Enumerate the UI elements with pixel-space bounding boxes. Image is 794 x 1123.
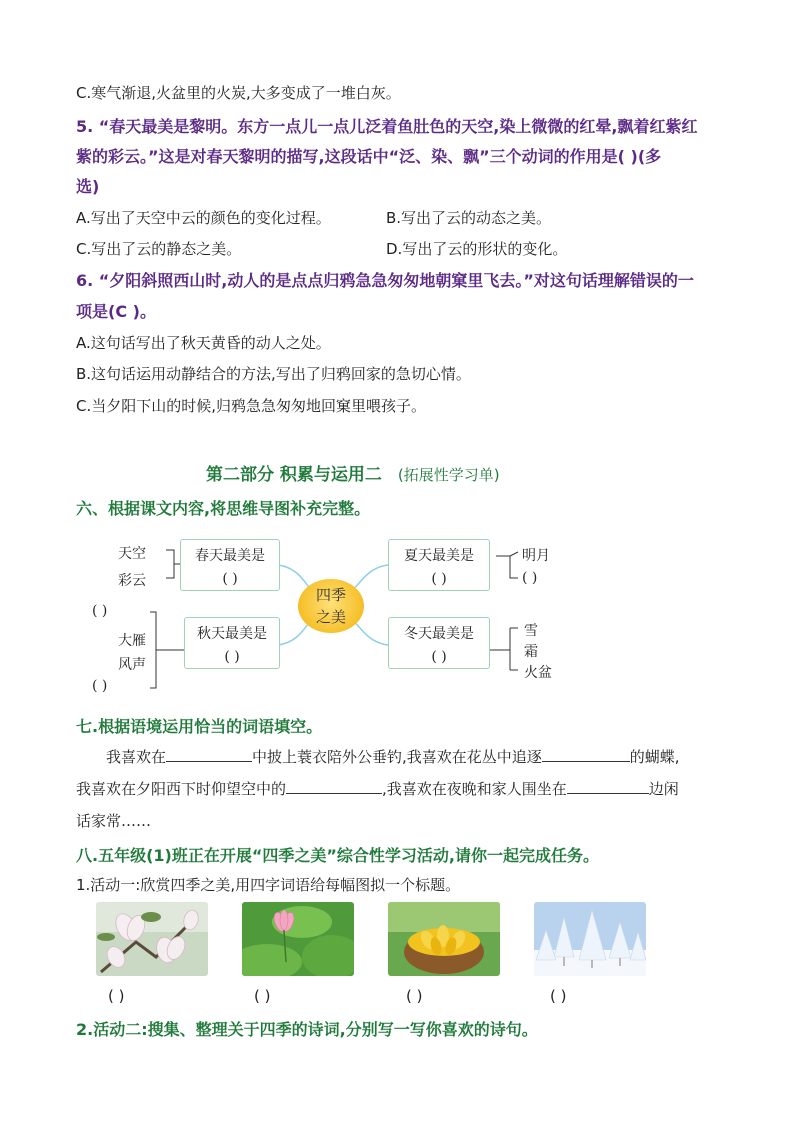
spring-magnolia-image — [96, 902, 208, 976]
q6-option-c: C.当夕阳下山的时候,归鸦急急匆匆地回窠里喂孩子。 — [76, 397, 427, 415]
autumn-box — [184, 617, 280, 669]
question-6-line1: 6. “夕阳斜照西山时,动人的是点点归鸦急急匆匆地朝窠里飞去。”对这句话理解错误的一 — [76, 271, 694, 290]
q5-option-c: C.写出了云的静态之美。 — [76, 240, 242, 258]
winter-title: 冬天最美是 — [404, 626, 474, 642]
fill-blank-2[interactable] — [542, 745, 630, 762]
fill-sentence-3: 话家常…… — [76, 812, 152, 830]
question-5-line1: 5. “春天最美是黎明。东方一点儿一点儿泛着鱼肚色的天空,染上微微的红晕,飘着红紫红 — [76, 117, 698, 136]
image-title-blank-3[interactable]: ( ) — [406, 987, 423, 1005]
spring-blank[interactable]: ( ) — [222, 571, 238, 587]
summer-item-moon: 明月 — [522, 548, 550, 564]
activity-one-text: 1.活动一:欣赏四季之美,用四字词语给每幅图拟一个标题。 — [76, 876, 461, 894]
center-topic-line1: 四季 — [315, 586, 346, 604]
question-6-line2: 项是(C )。 — [76, 302, 156, 321]
image-title-blank-4[interactable]: ( ) — [550, 987, 567, 1005]
winter-item-frost: 霜 — [524, 644, 538, 660]
activity-two-text: 2.活动二:搜集、整理关于四季的诗词,分别写一写你喜欢的诗句。 — [76, 1020, 538, 1039]
autumn-item-blank-top[interactable]: ( ) — [92, 603, 108, 619]
section-six-heading: 六、根据课文内容,将思维导图补充完整。 — [76, 499, 371, 518]
fill-blank-1[interactable] — [166, 745, 252, 762]
spring-box — [180, 539, 280, 591]
section-eight-heading: 八.五年级(1)班正在开展“四季之美”综合性学习活动,请你一起完成任务。 — [76, 846, 599, 865]
summer-lotus-image — [242, 902, 354, 976]
q5-option-a: A.写出了天空中云的颜色的变化过程。 — [76, 209, 331, 227]
spring-item-sky: 天空 — [118, 546, 146, 562]
section-seven-heading: 七.根据语境运用恰当的词语填空。 — [76, 717, 323, 736]
corn-basket-picture — [388, 902, 500, 976]
fill-sentence-2 — [76, 774, 679, 804]
winter-snow-image — [534, 902, 646, 976]
part-two-title-text: 第二部分 积累与运用二 — [206, 465, 382, 485]
center-topic-line2: 之美 — [315, 608, 346, 626]
image-title-blank-1[interactable]: ( ) — [108, 987, 125, 1005]
summer-box — [388, 539, 490, 591]
summer-title: 夏天最美是 — [404, 548, 474, 564]
autumn-harvest-image — [388, 902, 500, 976]
winter-box — [388, 617, 490, 669]
fill-text-2a: 我喜欢在夕阳西下时仰望空中的 — [76, 780, 287, 798]
lotus-picture — [242, 902, 354, 976]
summer-blank[interactable]: ( ) — [431, 571, 447, 587]
autumn-item-geese: 大雁 — [118, 633, 146, 649]
autumn-title: 秋天最美是 — [197, 626, 267, 642]
fill-text-2c: 边闲 — [648, 780, 679, 798]
question-5-line2: 紫的彩云。”这是对春天黎明的描写,这段话中“泛、染、飘”三个动词的作用是( )(多 — [76, 147, 662, 166]
fill-blank-3[interactable] — [286, 777, 382, 794]
summer-item-blank[interactable]: ( ) — [522, 570, 538, 586]
autumn-item-wind: 风声 — [118, 657, 146, 673]
q6-option-a: A.这句话写出了秋天黄昏的动人之处。 — [76, 334, 331, 352]
fill-text-2b: ,我喜欢在夜晚和家人围坐在 — [382, 780, 567, 798]
autumn-blank[interactable]: ( ) — [224, 649, 240, 665]
option-c-prev: C.寒气渐退,火盆里的火炭,大多变成了一堆白灰。 — [76, 84, 401, 102]
spring-item-clouds: 彩云 — [118, 573, 146, 589]
fill-blank-4[interactable] — [567, 777, 649, 794]
q5-option-d: D.写出了云的形状的变化。 — [386, 240, 568, 258]
fill-sentence-1 — [106, 742, 680, 772]
question-5-line3: 选) — [76, 177, 100, 196]
fill-text-1a: 我喜欢在 — [106, 748, 167, 766]
q6-option-b: B.这句话运用动静结合的方法,写出了归鸦回家的急切心情。 — [76, 365, 471, 383]
snow-trees-picture — [534, 902, 646, 976]
magnolia-picture — [96, 902, 208, 976]
center-topic — [298, 579, 364, 633]
winter-blank[interactable]: ( ) — [431, 649, 447, 665]
part-two-subtitle: (拓展性学习单) — [397, 466, 500, 484]
q5-option-b: B.写出了云的动态之美。 — [386, 209, 552, 227]
fill-text-1b: 中披上蓑衣陪外公垂钓,我喜欢在花丛中追逐 — [252, 748, 542, 766]
winter-item-snow: 雪 — [524, 623, 538, 639]
autumn-item-blank-bottom[interactable]: ( ) — [92, 678, 108, 694]
fill-text-1c: 的蝴蝶, — [629, 748, 680, 766]
winter-item-brazier: 火盆 — [524, 665, 552, 681]
image-title-blank-2[interactable]: ( ) — [254, 987, 271, 1005]
spring-title: 春天最美是 — [195, 548, 265, 564]
